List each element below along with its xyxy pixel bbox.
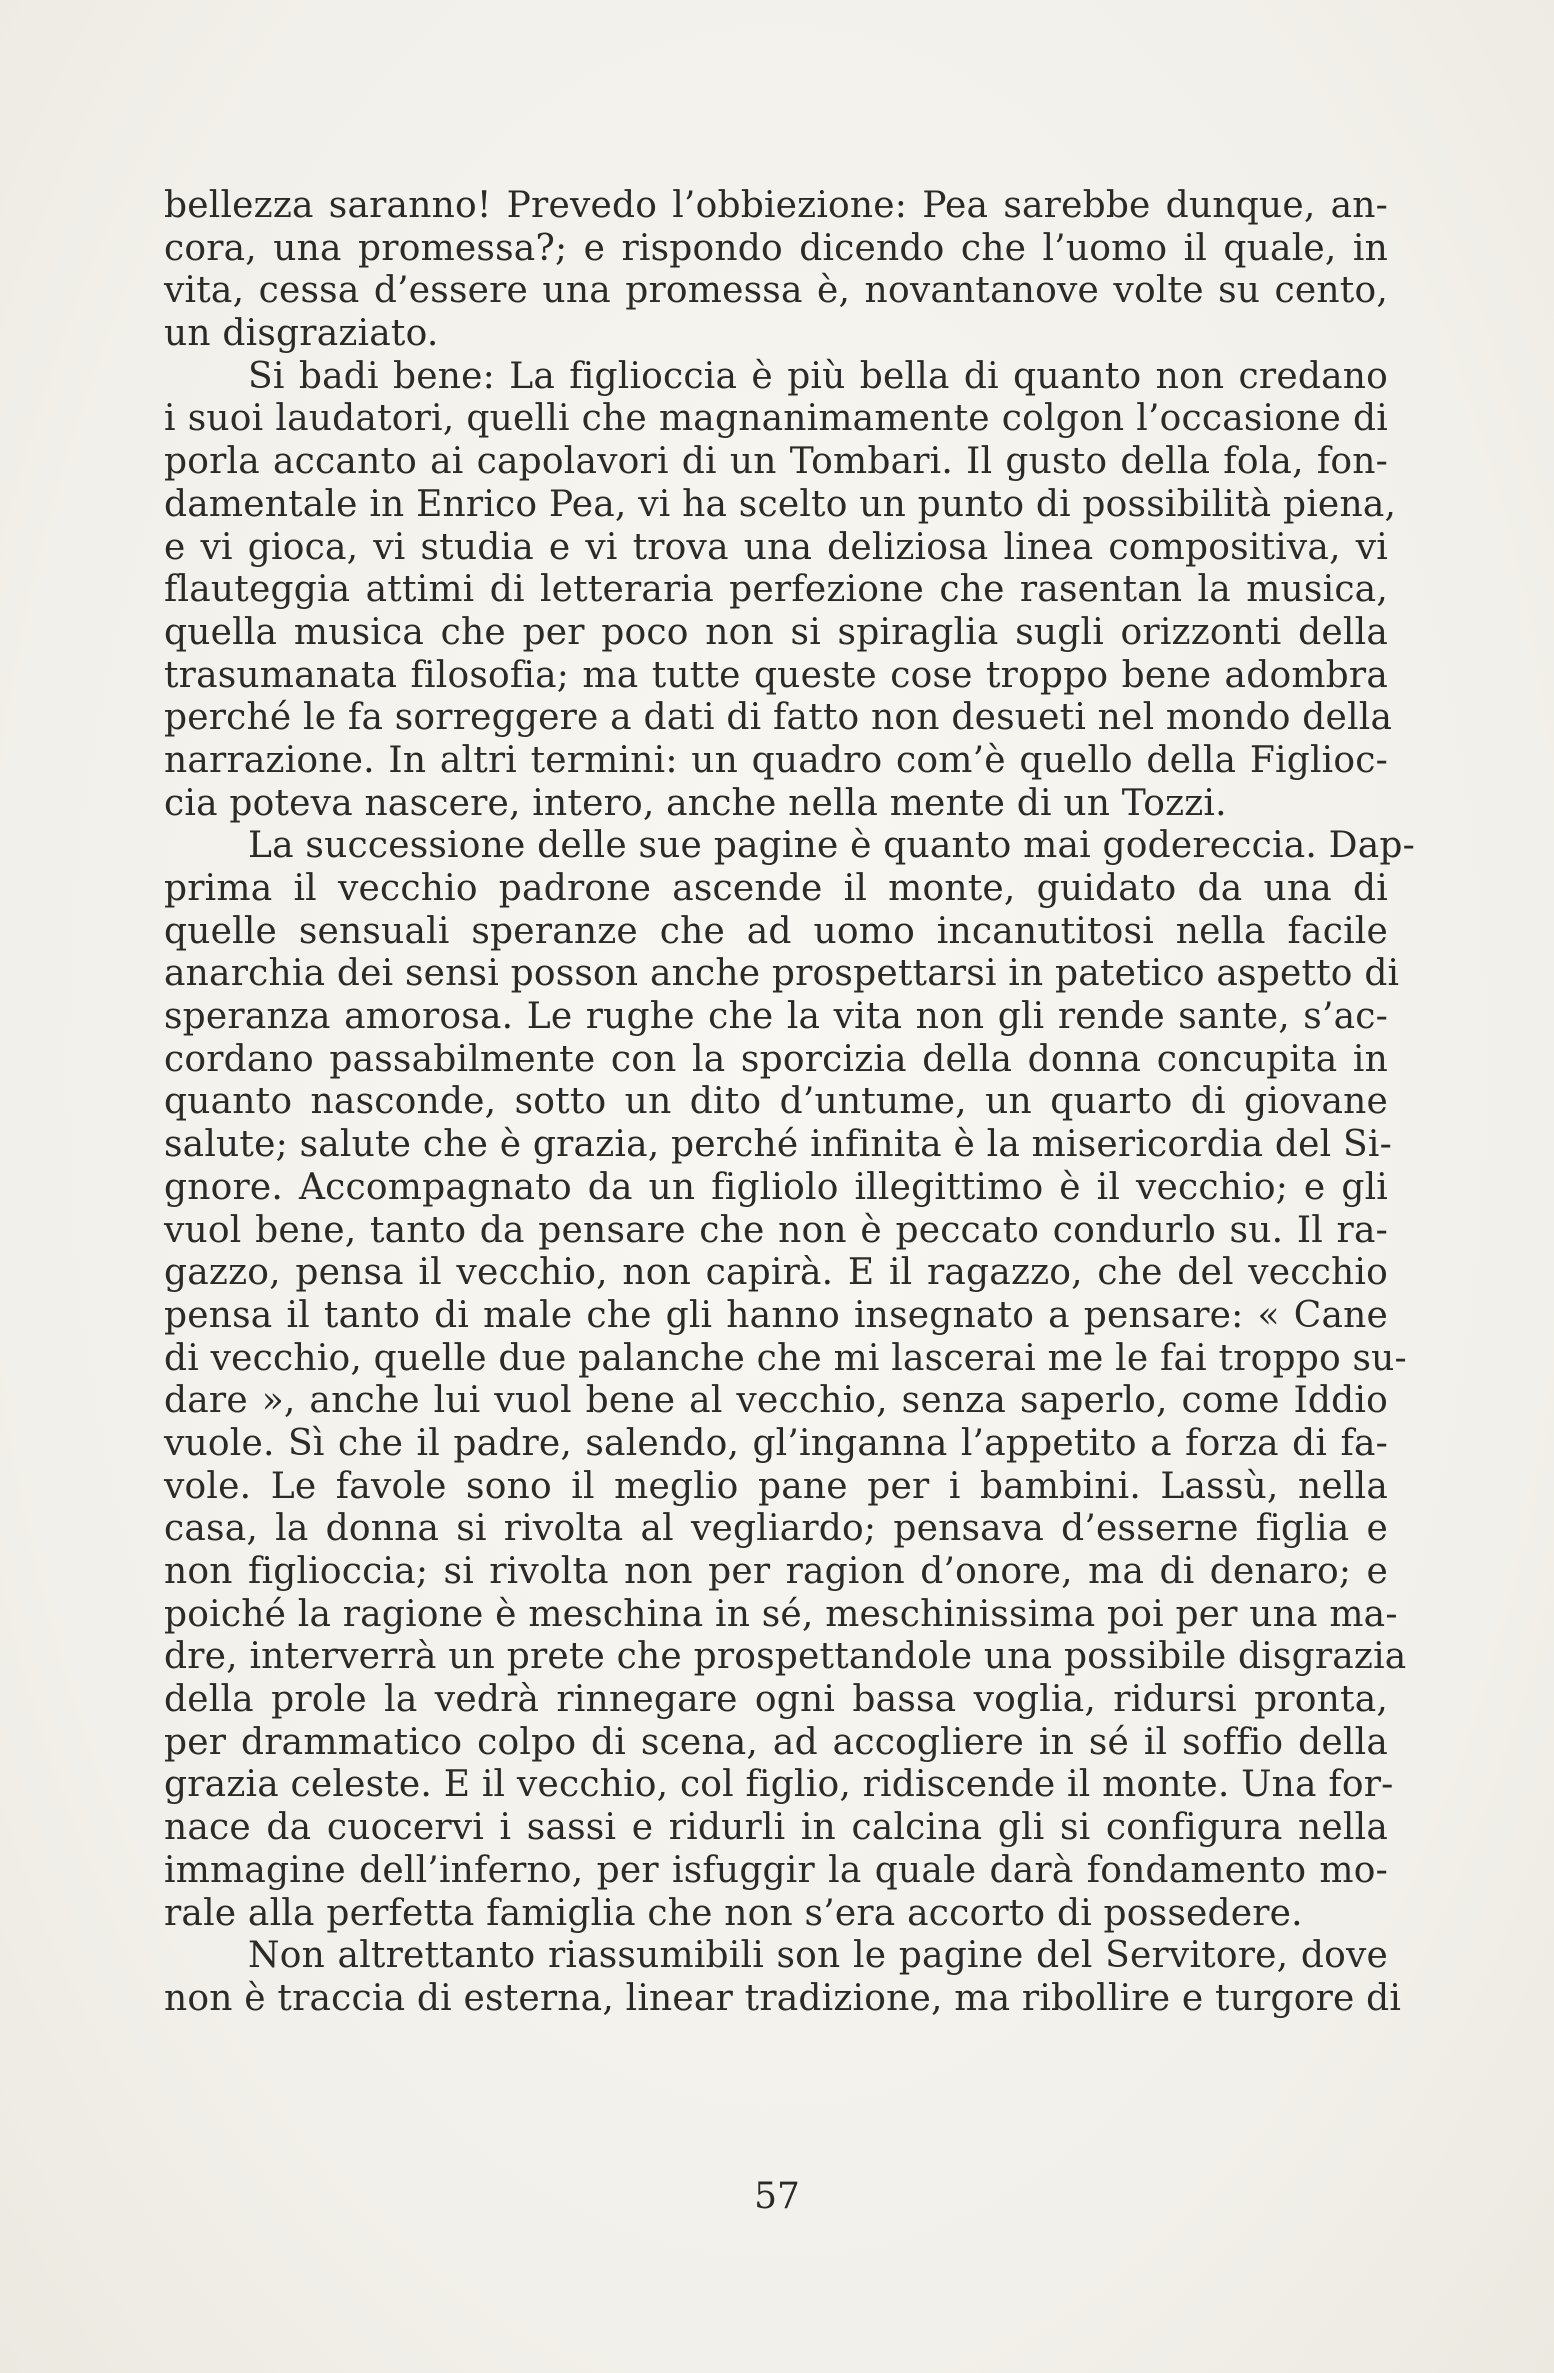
- text-line: flauteggia attimi di letteraria perfezione che rasentan la musica,: [164, 569, 1388, 611]
- text-line: i suoi laudatori, quelli che magnanimamente colgon l’occasione di: [164, 398, 1388, 440]
- text-line: La successione delle sue pagine è quanto mai godereccia. Dap-: [248, 825, 1415, 867]
- text-line: gnore. Accompagnato da un figliolo illegittimo è il vecchio; e gli: [164, 1166, 1388, 1208]
- text-line: cordano passabilmente con la sporcizia della donna concupita in: [164, 1038, 1388, 1080]
- text-line: e vi gioca, vi studia e vi trova una deliziosa linea compositiva, vi: [164, 526, 1388, 568]
- text-line: cora, una promessa?; e rispondo dicendo che l’uomo il quale, in: [164, 227, 1388, 269]
- text-line: vole. Le favole sono il meglio pane per i bambini. Lassù, nella: [164, 1465, 1388, 1507]
- text-line: anarchia dei sensi posson anche prospettarsi in patetico aspetto di: [164, 953, 1400, 995]
- body-text: [164, 185, 1415, 2021]
- text-line: nace da cuocervi i sassi e ridurli in calcina gli si configura nella: [164, 1807, 1388, 1849]
- text-line: perché le fa sorreggere a dati di fatto non desueti nel mondo della: [164, 697, 1393, 739]
- text-line: non figlioccia; si rivolta non per ragion d’onore, ma di denaro; e: [164, 1551, 1388, 1592]
- text-line: vuole. Sì che il padre, salendo, gl’inganna l’appetito a forza di fa-: [164, 1422, 1388, 1464]
- text-line: vuol bene, tanto da pensare che non è peccato condurlo su. Il ra-: [164, 1209, 1388, 1251]
- text-line: della prole la vedrà rinnegare ogni bassa voglia, ridursi pronta,: [164, 1679, 1388, 1721]
- text-line: Non altrettanto riassumibili son le pagine del Servitore, dove: [248, 1935, 1388, 1977]
- page-number: 57: [754, 2176, 800, 2217]
- text-line: porla accanto ai capolavori di un Tombari. Il gusto della fola, fon-: [164, 441, 1388, 483]
- text-line: di vecchio, quelle due palanche che mi lascerai me le fai troppo su-: [164, 1337, 1407, 1379]
- text-line: poiché la ragione è meschina in sé, meschinissima poi per una ma-: [164, 1593, 1398, 1635]
- text-line: damentale in Enrico Pea, vi ha scelto un punto di possibilità piena,: [164, 483, 1397, 525]
- text-line: pensa il tanto di male che gli hanno insegnato a pensare: « Cane: [164, 1294, 1388, 1336]
- text-line: immagine dell’inferno, per isfuggir la quale darà fondamento mo-: [164, 1849, 1388, 1891]
- text-line: Si badi bene: La figlioccia è più bella di quanto non credano: [248, 355, 1388, 397]
- text-line: grazia celeste. E il vecchio, col figlio, ridiscende il monte. Una for-: [164, 1764, 1394, 1806]
- text-line: trasumanata filosofia; ma tutte queste cose troppo bene adombra: [164, 654, 1388, 696]
- text-line: gazzo, pensa il vecchio, non capirà. E il ragazzo, che del vecchio: [164, 1252, 1388, 1294]
- text-line: rale alla perfetta famiglia che non s’era accorto di possedere.: [164, 1892, 1303, 1934]
- text-line: vita, cessa d’essere una promessa è, novantanove volte su cento,: [164, 270, 1388, 312]
- text-line: dare », anche lui vuol bene al vecchio, senza saperlo, come Iddio: [164, 1380, 1388, 1422]
- text-line: speranza amorosa. Le rughe che la vita non gli rende sante, s’ac-: [164, 996, 1388, 1038]
- text-line: narrazione. In altri termini: un quadro com’è quello della Figlioc-: [164, 739, 1388, 781]
- text-line: quella musica che per poco non si spiraglia sugli orizzonti della: [164, 611, 1388, 653]
- text-line: quelle sensuali speranze che ad uomo incanutitosi nella facile: [164, 910, 1388, 952]
- text-line: bellezza saranno! Prevedo l’obbiezione: Pea sarebbe dunque, an-: [164, 185, 1388, 226]
- text-line: cia poteva nascere, intero, anche nella mente di un Tozzi.: [164, 782, 1227, 824]
- text-line: dre, interverrà un prete che prospettandole una possibile disgrazia: [164, 1636, 1407, 1678]
- text-line: casa, la donna si rivolta al vegliardo; pensava d’esserne figlia e: [164, 1508, 1388, 1550]
- text-line: non è traccia di esterna, linear tradizione, ma ribollire e turgore di: [164, 1977, 1402, 2019]
- text-line: un disgraziato.: [164, 313, 439, 355]
- text-line: per drammatico colpo di scena, ad accogliere in sé il soffio della: [164, 1721, 1388, 1763]
- text-line: prima il vecchio padrone ascende il monte, guidato da una di: [164, 868, 1388, 909]
- text-line: quanto nasconde, sotto un dito d’untume, un quarto di giovane: [164, 1081, 1388, 1123]
- text-line: salute; salute che è grazia, perché infinita è la misericordia del Si-: [164, 1124, 1392, 1166]
